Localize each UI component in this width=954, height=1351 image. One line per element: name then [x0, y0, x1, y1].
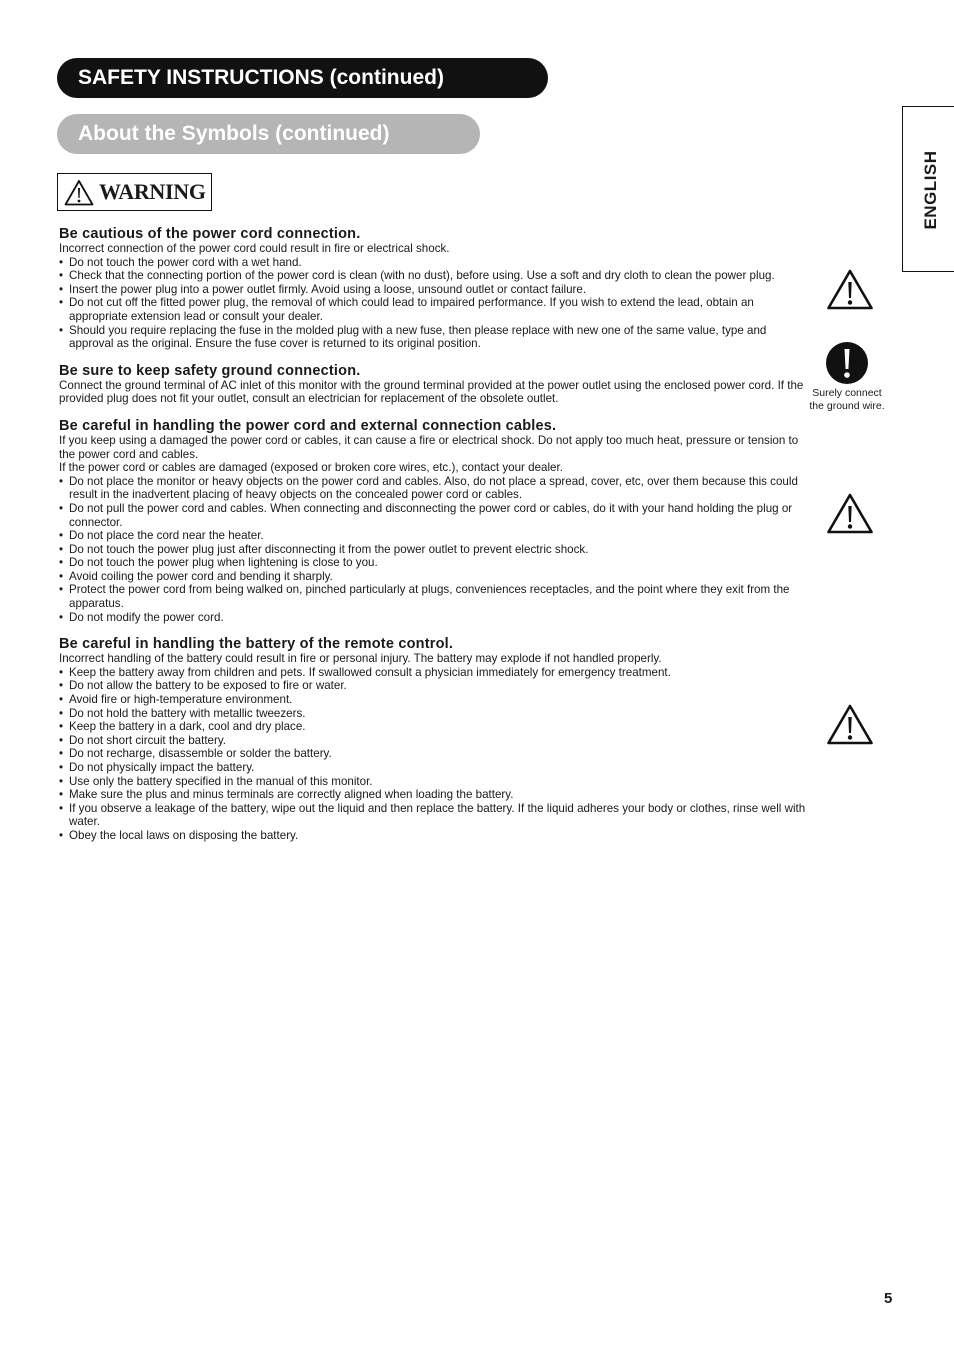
bullet-list: [59, 666, 807, 843]
list-item: • Do not modify the power cord.: [59, 611, 807, 625]
list-item: • Should you require replacing the fuse in the molded plug with a new fuse, then please replace with new one of the same value, type and approval as the original. Ensure the fuse cover is returned to its original position.: [59, 324, 807, 351]
list-item: • Do not allow the battery to be exposed to fire or water.: [59, 679, 807, 693]
list-item: • Avoid coiling the power cord and bending it sharply.: [59, 570, 807, 584]
page-title-banner: [57, 58, 548, 98]
mandatory-action-icon: [825, 341, 869, 385]
warning-triangle-icon: [826, 492, 874, 535]
section-subtitle-banner: [57, 114, 480, 154]
section-intro: If the power cord or cables are damaged (exposed or broken core wires, etc.), contact your dealer.: [59, 461, 563, 475]
section-intro: Incorrect connection of the power cord could result in fire or electrical shock.: [59, 242, 450, 255]
list-item: • Check that the connecting portion of the power cord is clean (with no dust), before using. Use a soft and dry cloth to clean the power plug.: [59, 269, 807, 283]
language-label: ENGLISH: [921, 150, 940, 230]
section-subtitle: About the Symbols (continued): [78, 122, 390, 145]
list-item: • Protect the power cord from being walked on, pinched particularly at plugs, conveniences receptacles, and the point where they exit from the apparatus.: [59, 583, 807, 610]
bullet-list: [59, 256, 807, 351]
list-item: • Use only the battery specified in the manual of this monitor.: [59, 775, 807, 789]
ground-caption-line: the ground wire.: [809, 399, 885, 412]
content-body: [59, 226, 807, 855]
list-item: • Avoid fire or high-temperature environment.: [59, 693, 807, 707]
bullet-list: [59, 475, 807, 625]
page-title: SAFETY INSTRUCTIONS (continued): [78, 66, 444, 89]
warning-triangle-icon: [826, 703, 874, 746]
list-item: • Do not short circuit the battery.: [59, 734, 807, 748]
section-heading: Be cautious of the power cord connection.: [59, 226, 361, 242]
list-item: • Do not pull the power cord and cables. When connecting and disconnecting the power cord or cables, do it with your hand holding the plug or connector.: [59, 502, 807, 529]
section-power-cord-handling: [59, 418, 807, 624]
list-item: • If you observe a leakage of the battery, wipe out the liquid and then replace the battery. If the liquid adheres your body or clothes, rinse well with water.: [59, 802, 807, 829]
section-heading: Be careful in handling the power cord and external connection cables.: [59, 417, 557, 434]
section-intro: If you keep using a damaged the power cord or cables, it can cause a fire or electrical shock. Do not apply too much heat, pressure or tension to the power cord and cables.: [59, 433, 799, 461]
ground-caption: [805, 387, 889, 412]
list-item: • Do not hold the battery with metallic tweezers.: [59, 707, 807, 721]
language-tab: [902, 106, 954, 272]
list-item: • Insert the power plug into a power outlet firmly. Avoid using a loose, unsound outlet or contact failure.: [59, 283, 807, 297]
list-item: • Do not place the cord near the heater.: [59, 529, 807, 543]
section-ground-connection: [59, 363, 807, 406]
list-item: • Keep the battery in a dark, cool and dry place.: [59, 720, 807, 734]
section-heading: Be careful in handling the battery of the remote control.: [59, 636, 454, 653]
list-item: • Do not physically impact the battery.: [59, 761, 807, 775]
warning-label: WARNING: [99, 179, 206, 204]
list-item: • Do not place the monitor or heavy objects on the power cord and cables. Also, do not place a spread, cover, etc, over them because this could result in the inadvertent placing of heavy objects on the concealed power cord or cables.: [59, 475, 807, 502]
list-item: • Do not recharge, disassemble or solder the battery.: [59, 747, 807, 761]
warning-triangle-icon: [64, 179, 94, 206]
section-remote-battery: [59, 636, 807, 842]
list-item: • Do not touch the power cord with a wet hand.: [59, 256, 807, 270]
section-heading: Be sure to keep safety ground connection.: [59, 362, 361, 379]
list-item: • Do not touch the power plug when lightening is close to you.: [59, 556, 807, 570]
page-number: 5: [884, 1290, 893, 1307]
ground-wire-symbol: [805, 341, 889, 412]
list-item: • Make sure the plus and minus terminals are correctly aligned when loading the battery.: [59, 788, 807, 802]
section-power-cord-connection: [59, 226, 807, 351]
ground-caption-line: Surely connect: [812, 387, 882, 399]
list-item: • Keep the battery away from children and pets. If swallowed consult a physician immediately for emergency treatment.: [59, 666, 807, 680]
section-intro: Connect the ground terminal of AC inlet of this monitor with the ground terminal provided at the power outlet using the enclosed power cord. If the provided plug does not fit your outlet, consult an electrician for replacement of the obsolete outlet.: [59, 378, 804, 406]
section-intro: Incorrect handling of the battery could result in fire or personal injury. The battery may explode if not handled properly.: [59, 652, 662, 666]
list-item: • Do not touch the power plug just after disconnecting it from the power outlet to prevent electric shock.: [59, 543, 807, 557]
list-item: • Obey the local laws on disposing the battery.: [59, 829, 807, 843]
warning-triangle-icon: [826, 268, 874, 311]
list-item: • Do not cut off the fitted power plug, the removal of which could lead to impaired performance. If you wish to extend the lead, obtain an appropriate extension lead or consult your dealer.: [59, 296, 807, 323]
warning-label-box: [57, 173, 212, 211]
